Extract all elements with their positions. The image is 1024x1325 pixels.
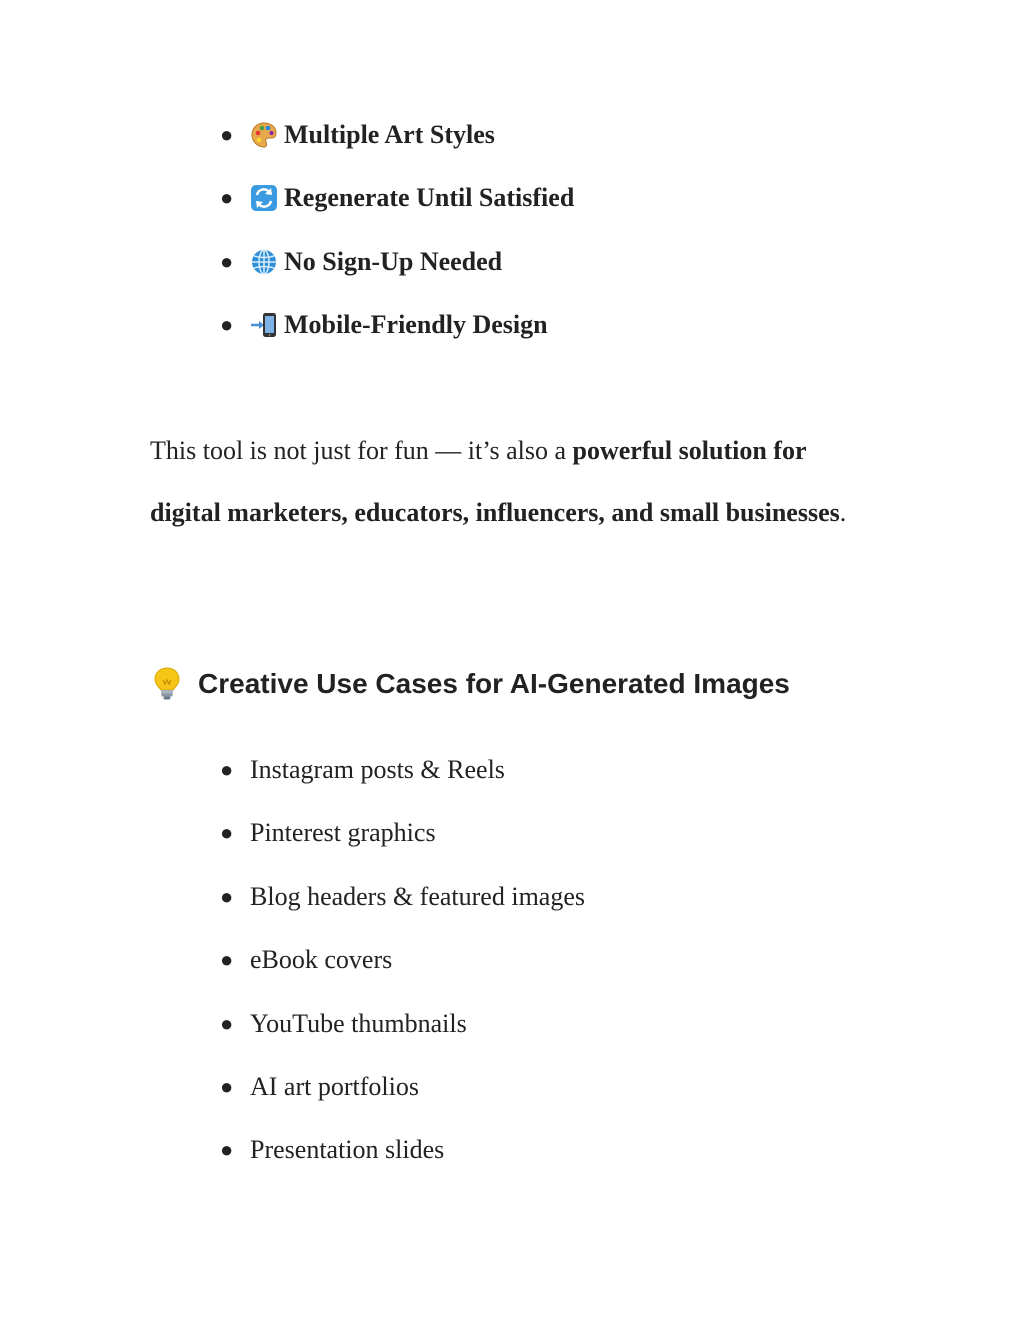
use-case-label: AI art portfolios: [250, 1071, 419, 1101]
bullet: ●: [220, 312, 234, 338]
bullet: ●: [220, 1137, 234, 1163]
list-item: [220, 946, 585, 1009]
bullet: ●: [220, 820, 234, 846]
bullet: ●: [220, 122, 234, 147]
list-item: [220, 1136, 585, 1199]
mobile-arrow-icon: [250, 311, 284, 339]
list-item: [220, 184, 574, 247]
refresh-icon: [250, 184, 284, 212]
use-case-label: Presentation slides: [250, 1135, 445, 1165]
feature-list: [220, 121, 574, 375]
bullet: ●: [220, 947, 234, 973]
bullet: ●: [220, 883, 234, 909]
intro-paragraph: [150, 420, 880, 544]
bullet: ●: [220, 1010, 234, 1036]
list-item: [220, 1073, 585, 1136]
palette-icon: [250, 121, 284, 149]
bullet: ●: [220, 185, 234, 211]
bullet: ●: [220, 757, 234, 782]
use-case-label: Pinterest graphics: [250, 818, 436, 848]
list-item: [220, 883, 585, 946]
section-title: Creative Use Cases for AI-Generated Images: [198, 668, 790, 699]
use-case-label: YouTube thumbnails: [250, 1008, 467, 1038]
list-item: [220, 756, 585, 819]
list-item: [220, 819, 585, 882]
lightbulb-icon: [152, 666, 198, 702]
bullet: ●: [220, 1073, 234, 1099]
list-item: [220, 1010, 585, 1073]
use-case-label: Instagram posts & Reels: [250, 755, 505, 784]
paragraph-suffix: .: [839, 498, 847, 527]
paragraph-bold: powerful solution for digital marketers, educators, influencers, and small businesses: [150, 436, 840, 527]
feature-label: Regenerate Until Satisfied: [284, 183, 575, 213]
section-heading: [152, 666, 790, 702]
use-case-list: [220, 756, 585, 1200]
bullet: ●: [220, 248, 234, 274]
list-item: [220, 311, 574, 374]
feature-label: Mobile-Friendly Design: [284, 310, 548, 340]
feature-label: Multiple Art Styles: [284, 120, 495, 149]
list-item: [220, 248, 574, 311]
globe-icon: [250, 248, 284, 276]
paragraph-prefix: This tool is not just for fun — it’s also a: [150, 436, 573, 465]
list-item: [220, 121, 574, 184]
use-case-label: eBook covers: [250, 945, 393, 975]
use-case-label: Blog headers & featured images: [250, 881, 585, 911]
feature-label: No Sign-Up Needed: [284, 246, 503, 276]
